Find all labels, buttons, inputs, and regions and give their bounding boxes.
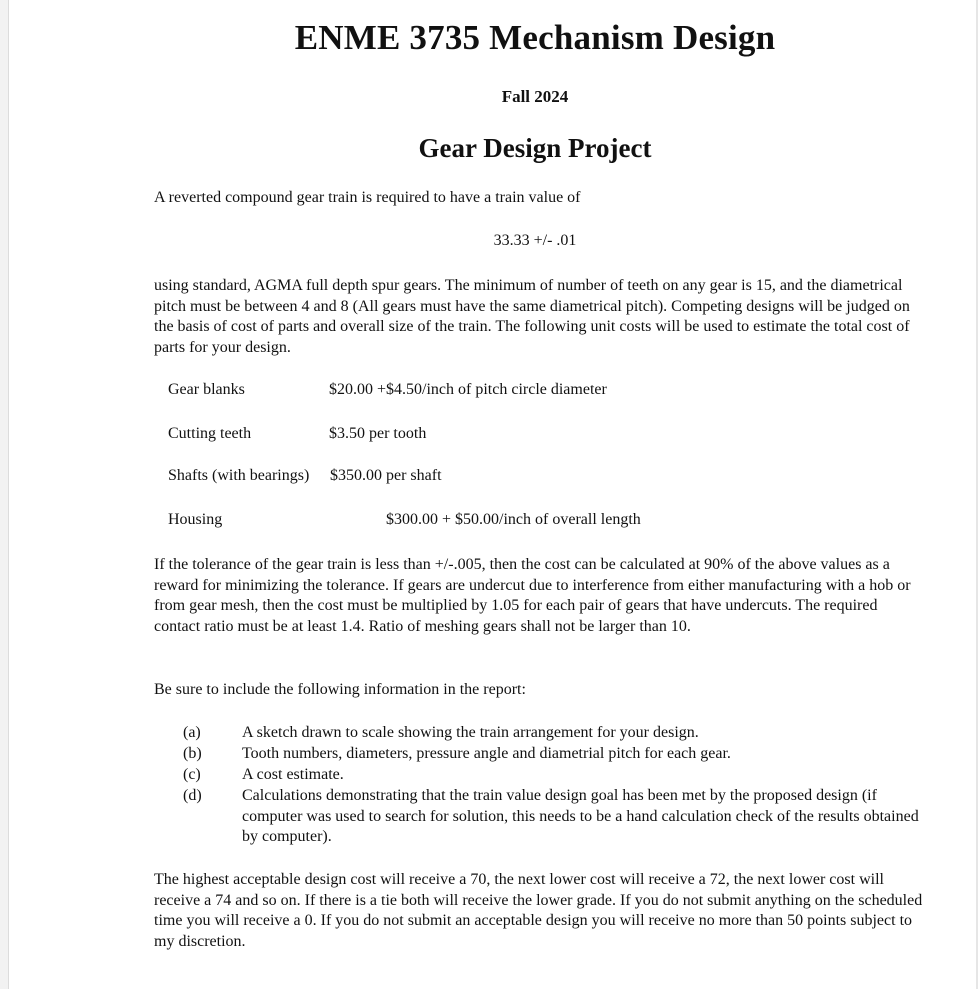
project-title: Gear Design Project (418, 133, 652, 163)
unit-cost-value: $20.00 +$4.50/inch of pitch circle diameter (329, 381, 607, 398)
list-item-text: Calculations demonstrating that the train value design goal has been met by the proposed design (if computer was used to search for solution, this needs to be a hand calculation check of the results obtained by computer). (242, 787, 919, 845)
unit-cost-item: Housing (168, 511, 223, 528)
train-value: 33.33 +/- .01 (493, 232, 577, 249)
requirements-paragraph: using standard, AGMA full depth spur gears. The minimum of number of teeth on any gear is 15, and the diametrical pitch must be between 4 and 8 (All gears must have the same diametrical pitch). Competing designs will be judged on the basis of cost of parts and overall size of the train. The following unit costs will be used to estimate the total cost of parts for your design. (154, 277, 910, 356)
tolerance-paragraph: If the tolerance of the gear train is less than +/-.005, then the cost can be calculated at 90% of the above values as a reward for minimizing the tolerance. If gears are undercut due to interference from either manufacturing with a hob or from gear mesh, then the cost must be multiplied by 1.05 for each pair of gears that have undercuts. The required contact ratio must be at least 1.4. Ratio of meshing gears shall not be larger than 10. (154, 556, 911, 635)
course-title: ENME 3735 Mechanism Design (294, 18, 776, 57)
term-label: Fall 2024 (501, 87, 569, 106)
intro-lead-sentence: A reverted compound gear train is required to have a train value of (154, 189, 581, 206)
list-item-letter: (d) (183, 787, 202, 804)
unit-cost-value: $350.00 per shaft (330, 467, 442, 484)
list-item-text: Tooth numbers, diameters, pressure angle and diametrial pitch for each gear. (242, 745, 731, 762)
unit-cost-item: Cutting teeth (168, 425, 252, 442)
report-intro: Be sure to include the following information in the report: (154, 681, 526, 698)
list-item-text: A sketch drawn to scale showing the train arrangement for your design. (242, 724, 699, 741)
unit-cost-value: $300.00 + $50.00/inch of overall length (386, 511, 641, 528)
unit-cost-item: Gear blanks (168, 381, 245, 398)
grading-paragraph: The highest acceptable design cost will receive a 70, the next lower cost will receive a 72, the next lower cost will receive a 74 and so on. If there is a tie both will receive the lower grade. If you do not submit anything on the scheduled time you will receive a 0. If you do not submit an acceptable design you will receive no more than 50 points subject to my discretion. (154, 871, 923, 950)
list-item-text: A cost estimate. (242, 766, 344, 783)
unit-cost-item: Shafts (with bearings) (168, 467, 310, 484)
list-item-letter: (b) (183, 745, 202, 762)
unit-cost-value: $3.50 per tooth (329, 425, 427, 442)
list-item-letter: (a) (183, 724, 201, 741)
list-item-letter: (c) (183, 766, 201, 783)
